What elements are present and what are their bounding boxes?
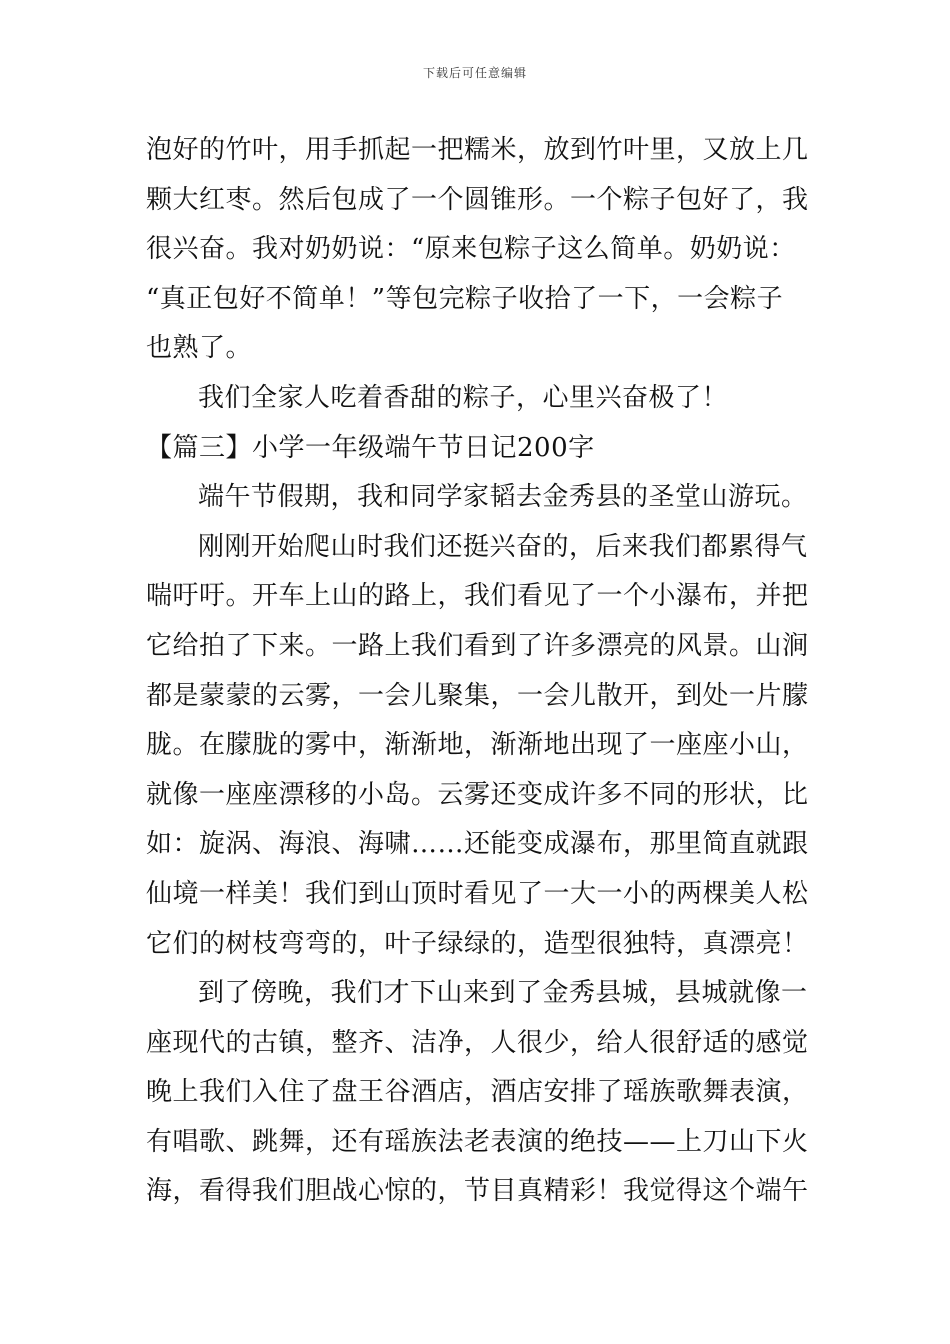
text-line: 座现代的古镇，整齐、洁净，人很少，给人很舒适的感觉 [146,1027,809,1058]
text-line: 喘吁吁。开车上山的路上，我们看见了一个小瀑布，并把 [146,581,809,612]
text-line: “真正包好不简单！”等包完粽子收拾了一下，一会粽子 [146,283,784,314]
text-line: 就像一座座漂移的小岛。云雾还变成许多不同的形状，比 [146,779,809,810]
text-line: 仙境一样美！我们到山顶时看见了一大一小的两棵美人松 [146,878,809,909]
section-heading: 【篇三】小学一年级端午节日记200字 [146,432,595,463]
paragraph-line: 我们全家人吃着香甜的粽子，心里兴奋极了！ [198,382,729,413]
text-line: 如：旋涡、海浪、海啸……还能变成瀑布，那里简直就跟 [146,829,809,860]
text-line: 有唱歌、跳舞，还有瑶族法老表演的绝技——上刀山下火 [146,1126,809,1157]
text-line: 晚上我们入住了盘王谷酒店，酒店安排了瑶族歌舞表演， [146,1077,809,1108]
paragraph-line: 端午节假期，我和同学家韬去金秀县的圣堂山游玩。 [198,482,808,513]
text-line: 它给拍了下来。一路上我们看到了许多漂亮的风景。山涧 [146,630,809,661]
text-line: 海，看得我们胆战心惊的，节目真精彩！我觉得这个端午 [146,1176,809,1207]
text-line: 泡好的竹叶，用手抓起一把糯米，放到竹叶里，又放上几 [146,135,809,165]
text-line: 都是蒙蒙的云雾，一会儿聚集，一会儿散开，到处一片朦 [146,680,809,711]
text-line: 胧。在朦胧的雾中，渐渐地，渐渐地出现了一座座小山， [146,730,809,761]
text-line: 它们的树枝弯弯的，叶子绿绿的，造型很独特，真漂亮！ [146,928,809,959]
text-line: 颗大红枣。然后包成了一个圆锥形。一个粽子包好了，我 [146,184,809,215]
paragraph-line: 刚刚开始爬山时我们还挺兴奋的，后来我们都累得气 [198,531,808,562]
text-line: 也熟了。 [146,333,253,364]
paragraph-line: 到了傍晚，我们才下山来到了金秀县城，县城就像一 [198,978,808,1009]
page-header: 下载后可任意编辑 [422,66,527,80]
document-body [146,126,809,1217]
text-line: 很兴奋。我对奶奶说：“原来包粽子这么简单。奶奶说： [146,234,796,265]
